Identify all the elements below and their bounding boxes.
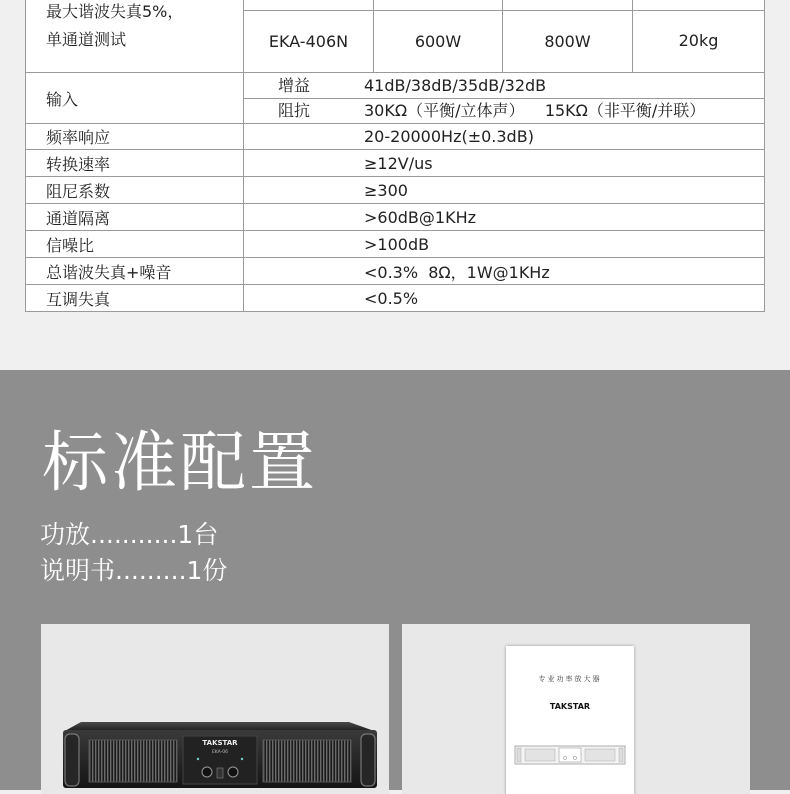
manual-photo (402, 624, 750, 794)
max-distortion-label: 最大谐波失真5%， 单通道测试 (26, 0, 244, 73)
input-label: 输入 (26, 73, 244, 124)
slew-rate-value: ≥12V/us (244, 150, 765, 177)
snr-value: >100dB (244, 231, 765, 258)
input-values (244, 73, 765, 124)
imd-label: 互调失真 (26, 285, 244, 312)
manual-amp-drawing (514, 744, 626, 766)
table-row (26, 285, 765, 312)
rack-handle-left (65, 734, 79, 786)
table-row (26, 73, 765, 124)
impedance-label: 阻抗 (278, 100, 311, 120)
slew-rate-label: 转换速率 (26, 150, 244, 177)
rack-handle-right (361, 734, 375, 786)
manual-cover-title: 专业功率放大器 (538, 675, 602, 683)
amp-model-label: EKA-06 (211, 750, 229, 755)
config-item-amplifier: 功放...........1台 (40, 520, 219, 549)
amplifier-photo (41, 624, 389, 794)
volume-knob-icon (202, 767, 212, 777)
indicator-led-icon (197, 758, 199, 760)
vent-grille-left (89, 740, 177, 782)
damping-factor-value: ≥300 (244, 177, 765, 204)
manual-cover (506, 646, 634, 794)
imd-value: <0.5% (244, 285, 765, 312)
frequency-response-value: 20-20000Hz(±0.3dB) (244, 124, 765, 150)
table-row (26, 204, 765, 231)
thd-noise-value: <0.3% 8Ω，1W@1KHz (244, 258, 765, 285)
standard-config-section (0, 370, 790, 790)
frequency-response-label: 频率响应 (26, 124, 244, 150)
manual-brand-logo: TAKSTAR (549, 702, 591, 711)
vent-grille-right (263, 740, 351, 782)
section-title: 标准配置 (42, 424, 318, 501)
channel-separation-value: >60dB@1KHz (244, 204, 765, 231)
power-cell: 800W (503, 11, 633, 73)
weight-cell: 20kg (633, 11, 765, 73)
damping-factor-label: 阻尼系数 (26, 177, 244, 204)
table-row (26, 258, 765, 285)
gain-label: 增益 (278, 75, 311, 95)
config-item-manual: 说明书.........1份 (40, 556, 228, 585)
spec-table (25, 0, 765, 312)
table-row (26, 177, 765, 204)
power-cell: 600W (374, 11, 503, 73)
thd-noise-label: 总谐波失真+噪音 (26, 258, 244, 285)
amplifier-illustration (41, 624, 389, 794)
table-row (26, 0, 765, 11)
table-row (26, 124, 765, 150)
power-switch-icon (217, 768, 223, 778)
impedance-value: 30KΩ（平衡/立体声） 15KΩ（非平衡/并联） (364, 100, 706, 120)
amp-brand-label: TAKSTAR (202, 739, 238, 747)
spec-section (0, 0, 790, 370)
model-cell: EKA-406N (244, 11, 374, 73)
table-row (26, 150, 765, 177)
volume-knob-icon (228, 767, 238, 777)
table-row (26, 231, 765, 258)
indicator-led-icon (241, 758, 243, 760)
snr-label: 信噪比 (26, 231, 244, 258)
channel-separation-label: 通道隔离 (26, 204, 244, 231)
gain-value: 41dB/38dB/35dB/32dB (364, 75, 547, 95)
